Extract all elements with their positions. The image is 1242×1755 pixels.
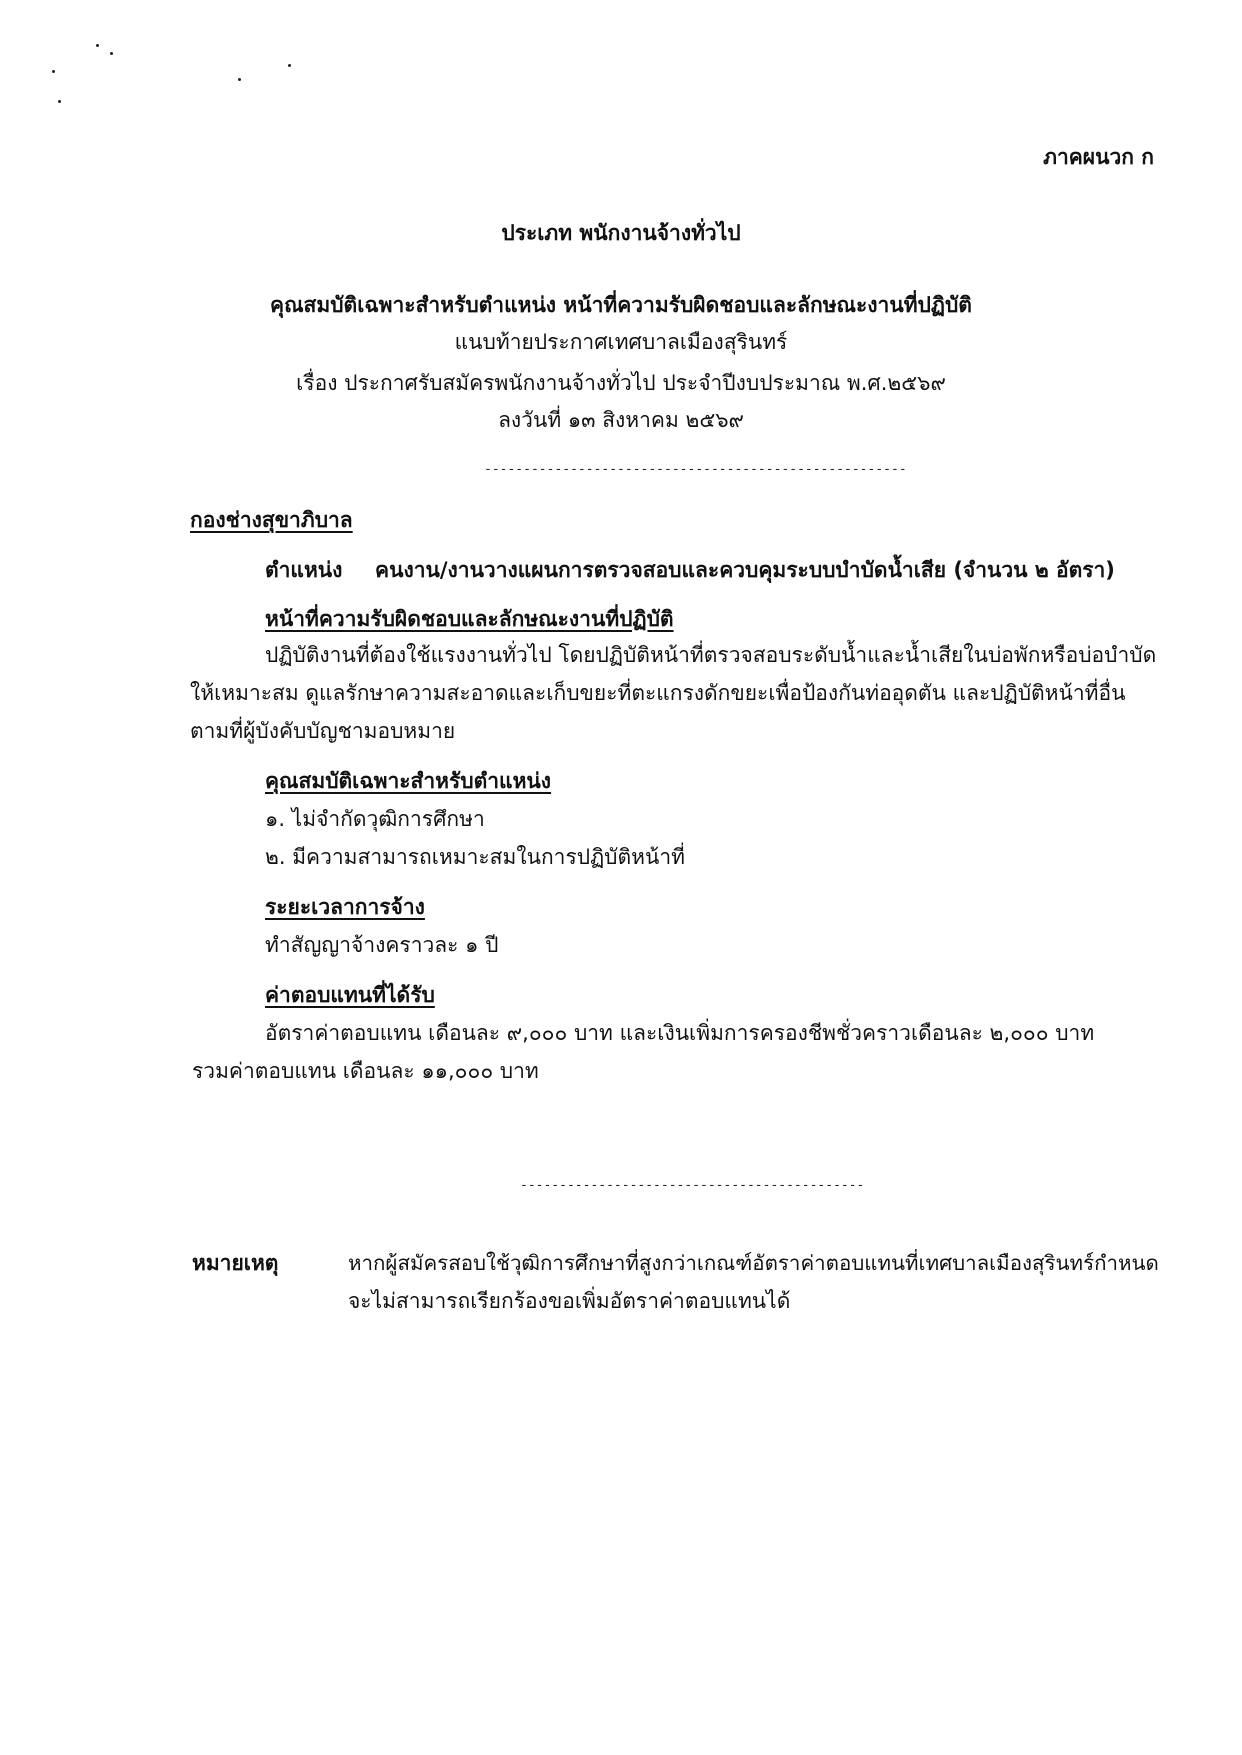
- scan-speck: [52, 70, 55, 73]
- scan-speck: [288, 64, 291, 67]
- note-line-1: หากผู้สมัครสอบใช้วุฒิการศึกษาที่สูงกว่าเกณฑ์อัตราค่าตอบแทนที่เทศบาลเมืองสุรินทร์กำหนด: [348, 1251, 1159, 1275]
- position-line: [265, 555, 1115, 585]
- title-line-4: ลงวันที่ ๑๓ สิงหาคม ๒๕๖๙: [498, 408, 744, 432]
- title-line-3: เรื่อง ประกาศรับสมัครพนักงานจ้างทั่วไป ประจำปีงบประมาณ พ.ศ.๒๕๖๙: [296, 371, 946, 395]
- scan-speck: [58, 100, 61, 103]
- compensation-heading: ค่าตอบแทนที่ได้รับ: [265, 983, 435, 1007]
- position-label: ตำแหน่ง: [265, 558, 343, 582]
- scan-speck: [96, 44, 99, 47]
- type-heading: ประเภท พนักงานจ้างทั่วไป: [501, 221, 741, 245]
- qualification-item: ๒. มีความสามารถเหมาะสมในการปฏิบัติหน้าที่: [265, 845, 685, 869]
- qualifications-heading: คุณสมบัติเฉพาะสำหรับตำแหน่ง: [265, 769, 552, 793]
- compensation-line-1: อัตราค่าตอบแทน เดือนละ ๙,๐๐๐ บาท และเงินเพิ่มการครองชีพชั่วคราวเดือนละ ๒,๐๐๐ บาท: [265, 1021, 1095, 1045]
- term-heading: ระยะเวลาการจ้าง: [265, 895, 425, 919]
- duties-line-1: ปฏิบัติงานที่ต้องใช้แรงงานทั่วไป โดยปฏิบัติหน้าที่ตรวจสอบระดับน้ำและน้ำเสียในบ่อพักหรือบ่อบำบัด: [265, 643, 1157, 667]
- appendix-label: ภาคผนวก ก: [1043, 145, 1154, 169]
- note-label: หมายเหตุ: [192, 1251, 279, 1275]
- compensation-line-2: รวมค่าตอบแทน เดือนละ ๑๑,๐๐๐ บาท: [192, 1059, 539, 1083]
- title-line-1: คุณสมบัติเฉพาะสำหรับตำแหน่ง หน้าที่ความรับผิดชอบและลักษณะงานที่ปฏิบัติ: [270, 293, 972, 317]
- duties-heading: หน้าที่ความรับผิดชอบและลักษณะงานที่ปฏิบัติ: [265, 607, 674, 631]
- position-name: คนงาน/งานวางแผนการตรวจสอบและควบคุมระบบบำบัดน้ำเสีย (จำนวน ๒ อัตรา): [375, 558, 1115, 582]
- title-line-2: แนบท้ายประกาศเทศบาลเมืองสุรินทร์: [454, 330, 788, 354]
- division-heading: กองช่างสุขาภิบาล: [190, 508, 353, 532]
- scan-speck: [238, 78, 241, 81]
- scan-speck: [110, 52, 113, 55]
- qualification-item: ๑. ไม่จำกัดวุฒิการศึกษา: [265, 807, 485, 831]
- divider-bottom: --------------------------------------------: [520, 1178, 865, 1193]
- duties-line-2: ให้เหมาะสม ดูแลรักษาความสะอาดและเก็บขยะที่ตะแกรงดักขยะเพื่อป้องกันท่ออุดตัน และปฏิบัติหน้าที่อื่น: [190, 681, 1126, 705]
- duties-line-3: ตามที่ผู้บังคับบัญชามอบหมาย: [190, 719, 456, 743]
- note-line-2: จะไม่สามารถเรียกร้องขอเพิ่มอัตราค่าตอบแทนได้: [348, 1289, 791, 1313]
- divider-top: ------------------------------------------------------: [484, 462, 907, 477]
- term-text: ทำสัญญาจ้างคราวละ ๑ ปี: [265, 933, 499, 957]
